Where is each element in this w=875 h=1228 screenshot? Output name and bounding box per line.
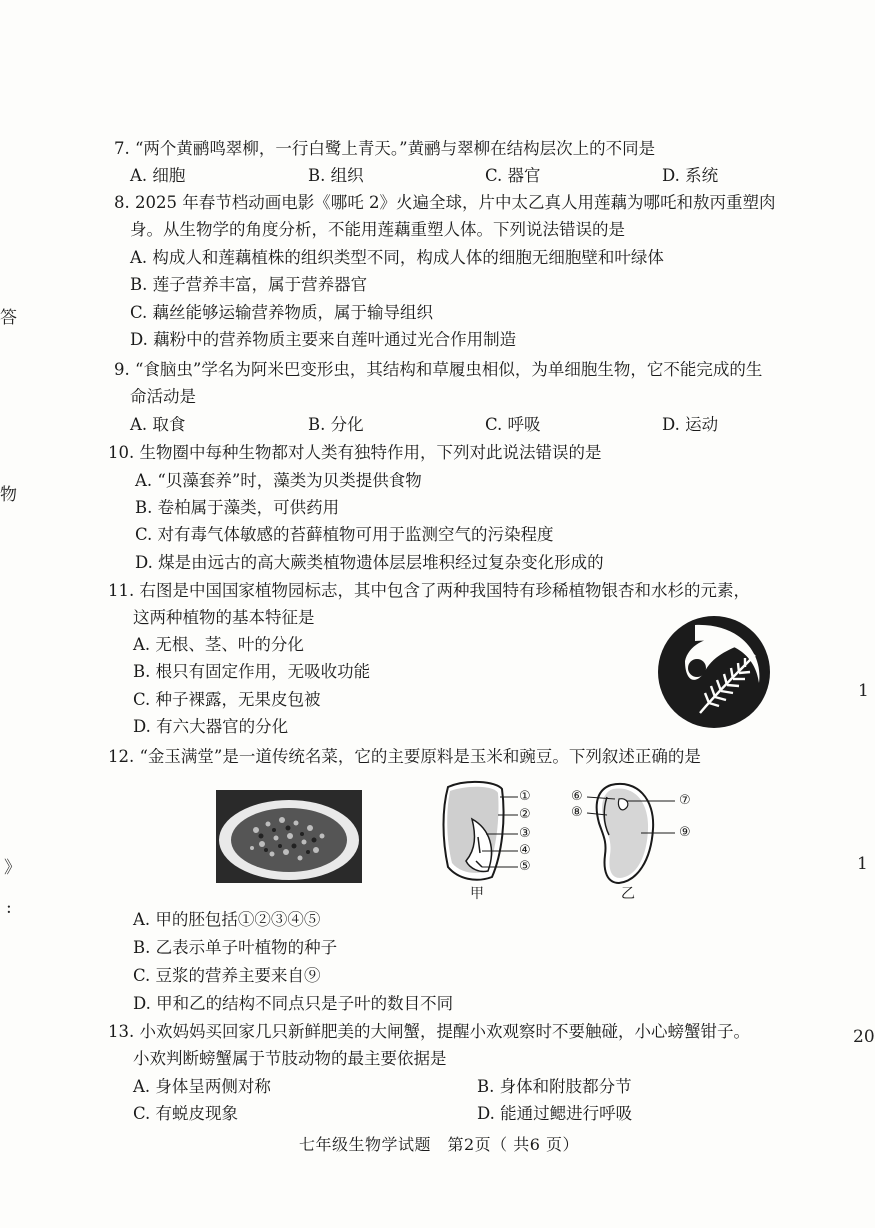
corn-callout-3: ③ bbox=[519, 826, 531, 841]
question-12-stem: 12. “金玉满堂”是一道传统名菜，它的主要原料是玉米和豌豆。下列叙述正确的是 bbox=[108, 747, 701, 766]
question-10-option-b: B. 卷柏属于藻类，可供药用 bbox=[135, 498, 340, 517]
question-10-stem: 10. 生物圈中每种生物都对人类有独特作用，下列对此说法错误的是 bbox=[108, 443, 602, 462]
question-12-option-d: D. 甲和乙的结构不同点只是子叶的数目不同 bbox=[133, 994, 454, 1013]
question-13-stem-line-1: 13. 小欢妈妈买回家几只新鲜肥美的大闸蟹，提醒小欢观察时不要触碰，小心螃蟹钳子。 bbox=[108, 1022, 750, 1041]
question-7-option-a: A. 细胞 bbox=[130, 166, 186, 185]
margin-mark-left-1: 答 bbox=[0, 308, 17, 328]
question-7-option-c: C. 器官 bbox=[485, 166, 541, 185]
question-8-option-a: A. 构成人和莲藕植株的组织类型不同，构成人体的细胞无细胞壁和叶绿体 bbox=[130, 248, 664, 267]
question-9-option-c: C. 呼吸 bbox=[485, 415, 541, 434]
question-12-option-b: B. 乙表示单子叶植物的种子 bbox=[133, 938, 338, 957]
question-12-option-c: C. 豆浆的营养主要来自⑨ bbox=[133, 966, 321, 985]
question-9-stem-line-1: 9. “食脑虫”学名为阿米巴变形虫，其结构和草履虫相似，为单细胞生物，它不能完成的生 bbox=[114, 360, 763, 379]
question-9-option-b: B. 分化 bbox=[308, 415, 364, 434]
bean-seed-label: 乙 bbox=[621, 886, 635, 902]
margin-mark-left-3: 》 bbox=[4, 858, 21, 878]
question-13-option-c: C. 有蜕皮现象 bbox=[133, 1104, 239, 1123]
margin-mark-left-2: 物 bbox=[0, 485, 17, 505]
question-12-option-a: A. 甲的胚包括①②③④⑤ bbox=[133, 910, 321, 929]
question-8-option-d: D. 藕粉中的营养物质主要来自莲叶通过光合作用制造 bbox=[130, 330, 517, 349]
bean-callout-6: ⑥ bbox=[571, 789, 583, 804]
question-10-option-a: A. “贝藻套养”时，藻类为贝类提供食物 bbox=[135, 471, 422, 490]
corn-callout-1: ① bbox=[519, 789, 531, 804]
question-11-option-a: A. 无根、茎、叶的分化 bbox=[133, 635, 304, 654]
question-13-option-d: D. 能通过鳃进行呼吸 bbox=[477, 1104, 633, 1123]
bean-callout-7: ⑦ bbox=[679, 793, 691, 808]
bean-callout-8: ⑧ bbox=[571, 805, 583, 820]
corn-callout-2: ② bbox=[519, 807, 531, 822]
question-13-option-b: B. 身体和附肢都分节 bbox=[477, 1077, 632, 1096]
question-11-option-d: D. 有六大器官的分化 bbox=[133, 717, 289, 736]
question-9-option-d: D. 运动 bbox=[662, 415, 719, 434]
margin-mark-right-2: 1 bbox=[857, 854, 868, 874]
question-10-option-c: C. 对有毒气体敏感的苔藓植物可用于监测空气的污染程度 bbox=[135, 525, 554, 544]
question-9-option-a: A. 取食 bbox=[130, 415, 186, 434]
corn-pea-dish-photo bbox=[216, 790, 362, 883]
margin-mark-left-4: : bbox=[6, 898, 12, 918]
question-11-option-c: C. 种子裸露，无果皮包被 bbox=[133, 690, 321, 709]
question-13-option-a: A. 身体呈两侧对称 bbox=[133, 1077, 271, 1096]
botanical-garden-logo bbox=[655, 613, 773, 731]
question-11-option-b: B. 根只有固定作用，无吸收功能 bbox=[133, 662, 371, 681]
question-13-stem-line-2: 小欢判断螃蟹属于节肢动物的最主要依据是 bbox=[133, 1049, 447, 1068]
corn-seed-label: 甲 bbox=[470, 886, 484, 902]
question-7-option-d: D. 系统 bbox=[662, 166, 719, 185]
corn-seed-diagram bbox=[436, 779, 556, 891]
question-8-stem-line-2: 身。从生物学的角度分析，不能用莲藕重塑人体。下列说法错误的是 bbox=[130, 220, 625, 239]
question-10-option-d: D. 煤是由远古的高大蕨类植物遗体层层堆积经过复杂变化形成的 bbox=[135, 553, 604, 572]
margin-mark-right-1: 1 bbox=[858, 681, 869, 701]
question-11-stem-line-1: 11. 右图是中国国家植物园标志，其中包含了两种我国特有珍稀植物银杏和水杉的元素， bbox=[108, 581, 750, 600]
margin-mark-right-3: 20 bbox=[853, 1027, 875, 1047]
corn-callout-4: ④ bbox=[519, 843, 531, 858]
bean-callout-9: ⑨ bbox=[679, 825, 691, 840]
question-7-stem: 7. “两个黄鹂鸣翠柳，一行白鹭上青天。”黄鹂与翠柳在结构层次上的不同是 bbox=[114, 139, 656, 158]
question-8-stem-line-1: 8. 2025 年春节档动画电影《哪吒 2》火遍全球，片中太乙真人用莲藕为哪吒和敖丙重塑肉 bbox=[114, 193, 776, 212]
question-11-stem-line-2: 这两种植物的基本特征是 bbox=[133, 608, 315, 627]
question-8-option-c: C. 藕丝能够运输营养物质，属于输导组织 bbox=[130, 303, 434, 322]
corn-callout-5: ⑤ bbox=[519, 859, 531, 874]
question-9-stem-line-2: 命活动是 bbox=[130, 387, 196, 406]
question-8-option-b: B. 莲子营养丰富，属于营养器官 bbox=[130, 275, 368, 294]
question-7-option-b: B. 组织 bbox=[308, 166, 364, 185]
page-footer: 七年级生物学试题 第2页（ 共6 页） bbox=[299, 1135, 580, 1154]
